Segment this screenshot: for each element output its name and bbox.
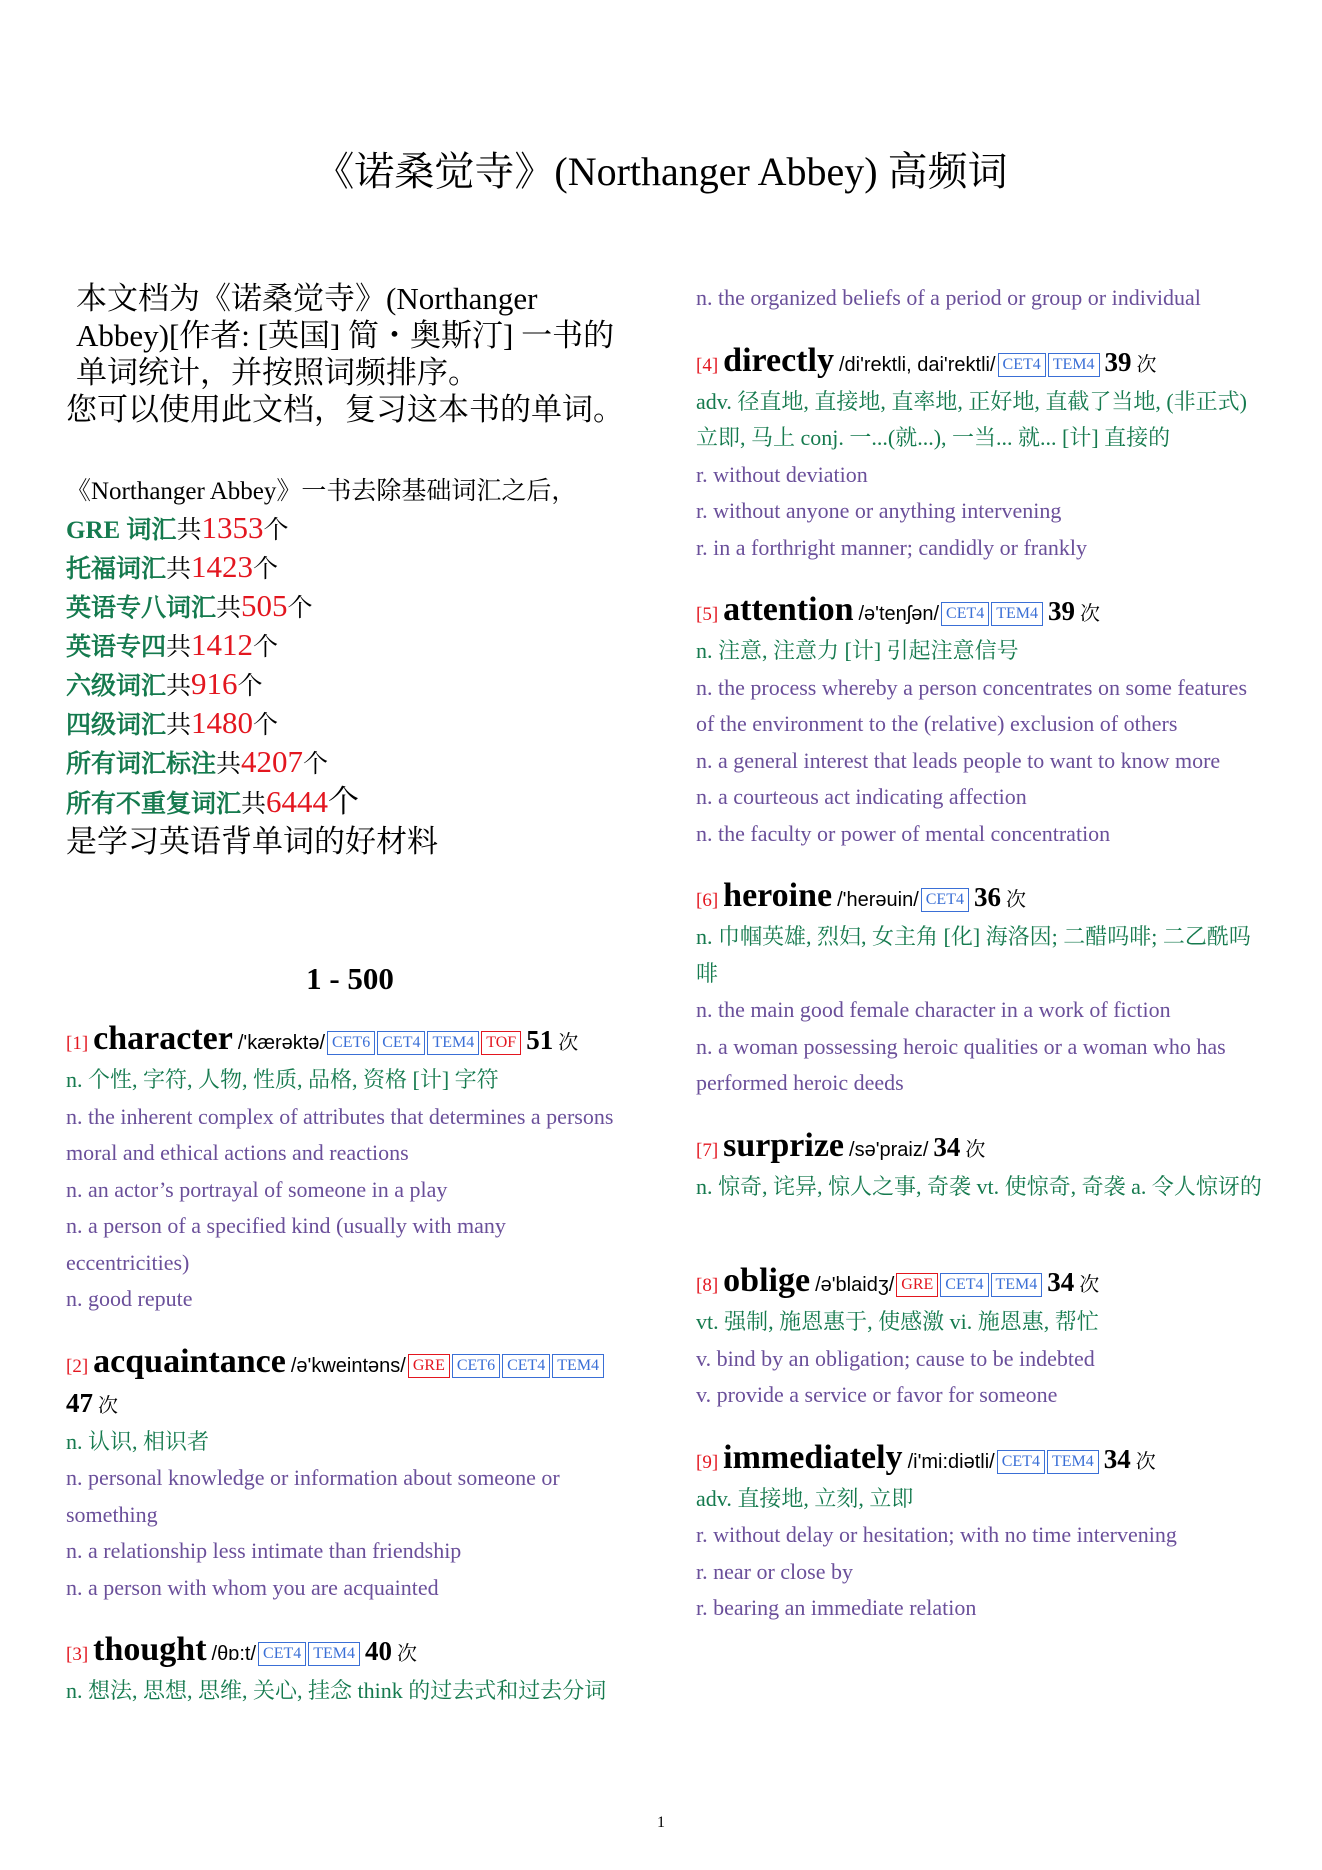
- definition-line: n. the faculty or power of mental concentration: [696, 820, 1111, 846]
- definition-line: r. without deviation: [696, 461, 868, 487]
- headword: surprize: [723, 1126, 845, 1164]
- definition-line: n. the process whereby a person concentrates on some features of the environment to the (relative) exclusion of others: [696, 674, 1248, 736]
- definition-line: r. without anyone or anything intervening: [696, 498, 1062, 523]
- definition-line: n. a woman possessing heroic qualities or a woman who has performed heroic deeds: [696, 1033, 1226, 1095]
- headword: heroine: [723, 877, 833, 914]
- entry-number: [6]: [696, 890, 719, 911]
- page-number: 1: [657, 1814, 665, 1831]
- word-entry: [696, 1128, 1266, 1206]
- definition-line: n. 惊奇, 诧异, 惊人之事, 奇袭 vt. 使惊奇, 奇袭 a. 令人惊讶的: [696, 1173, 1262, 1199]
- definition-line: n. the organized beliefs of a period or group or individual: [696, 285, 1201, 310]
- intro-paragraph-1: 本文档为《诺桑觉寺》(Northanger Abbey)[作者: [英国] 简・奥斯汀] 一书的单词统计，并按照词频排序。: [76, 281, 615, 390]
- word-entry: [696, 1440, 1266, 1627]
- word-entry: [696, 878, 1266, 1102]
- phonetic: /di'rektli, dai'rektli/: [838, 353, 996, 376]
- page-title: 《诺桑觉寺》(Northanger Abbey) 高频词: [314, 149, 1008, 194]
- word-entry: [696, 592, 1266, 852]
- exam-tag: TEM4: [991, 1273, 1043, 1297]
- definition-line: n. a relationship less intimate than friendship: [66, 1538, 462, 1563]
- frequency-count: 39: [1104, 346, 1132, 377]
- intro: [66, 280, 634, 428]
- frequency-count: 34: [933, 1131, 961, 1162]
- entry-number: [2]: [66, 1355, 89, 1377]
- frequency-unit: 次: [1079, 1274, 1100, 1296]
- entry-number: [7]: [696, 1139, 719, 1161]
- headword: immediately: [723, 1438, 903, 1476]
- headword: acquaintance: [93, 1342, 286, 1380]
- exam-tag: TEM4: [1048, 353, 1100, 377]
- frequency-unit: 次: [1135, 1450, 1156, 1473]
- definition-line: r. bearing an immediate relation: [696, 1595, 977, 1620]
- word-entry: [696, 1263, 1266, 1414]
- frequency-unit: 次: [1136, 353, 1157, 376]
- headword: thought: [93, 1631, 207, 1668]
- entry-number: [3]: [66, 1644, 89, 1665]
- stat-all: 所有词汇标注共4207个: [66, 744, 329, 779]
- stat-toefl: 托福词汇共1423个: [66, 549, 279, 584]
- headword: directly: [723, 341, 834, 379]
- exam-tag: CET4: [921, 888, 969, 912]
- entry-header: [696, 1440, 1266, 1481]
- definition-line: n. 认识, 相识者: [66, 1428, 210, 1454]
- entry-header: [66, 1021, 634, 1062]
- exam-tag: TEM4: [1047, 1450, 1099, 1474]
- frequency-unit: 次: [558, 1032, 579, 1054]
- stats-lead: 《Northanger Abbey》一书去除基础词汇之后，: [66, 478, 577, 505]
- entry-number: [1]: [66, 1033, 89, 1054]
- frequency-unit: 次: [1080, 603, 1101, 625]
- stat-unique: 所有不重复词汇共6444个: [66, 784, 360, 819]
- stat-cet4: 四级词汇共1480个: [66, 705, 279, 740]
- word-entry: [696, 343, 1266, 567]
- definition-line: adv. 直接地, 立刻, 立即: [696, 1485, 914, 1511]
- phonetic: /'kærəktə/: [237, 1032, 326, 1054]
- phonetic: /ə'tenʃən/: [858, 603, 940, 625]
- definition-line: n. a courteous act indicating affection: [696, 784, 1027, 809]
- frequency-count: 34: [1103, 1443, 1131, 1474]
- exam-tag: CET4: [502, 1354, 550, 1378]
- definition-line: n. an actor’s portrayal of someone in a play: [66, 1176, 448, 1202]
- entry-number: [4]: [696, 354, 719, 376]
- word-entry: [696, 280, 1266, 317]
- phonetic: /ə'blaidʒ/: [815, 1274, 895, 1296]
- definition-line: n. a general interest that leads people to want to know more: [696, 747, 1221, 773]
- frequency-unit: 次: [1005, 889, 1026, 911]
- definition-line: r. near or close by: [696, 1558, 853, 1584]
- stat-gong: 共: [176, 517, 202, 544]
- exam-tag: TEM4: [991, 602, 1043, 626]
- definition-line: n. the main good female character in a work of fiction: [696, 997, 1171, 1022]
- phonetic: /'herəuin/: [837, 889, 919, 911]
- definition-line: n. 巾帼英雄, 烈妇, 女主角 [化] 海洛因; 二醋吗啡; 二乙酰吗啡: [696, 924, 1251, 986]
- word-entry: [66, 1632, 634, 1710]
- frequency-count: 39: [1048, 596, 1076, 626]
- exam-tag: CET4: [377, 1031, 425, 1055]
- phonetic: /i'mi:diətli/: [907, 1450, 995, 1473]
- stat-ge: 个: [263, 517, 289, 544]
- exam-tag: CET6: [452, 1354, 500, 1378]
- definition-line: n. 注意, 注意力 [计] 引起注意信号: [696, 638, 1019, 663]
- definition-line: n. a person with whom you are acquainted: [66, 1574, 439, 1600]
- headword: attention: [723, 591, 854, 628]
- headword: character: [93, 1020, 233, 1057]
- stat-tem4: 英语专四共1412个: [66, 627, 279, 662]
- entry-list-left: [66, 1021, 634, 1710]
- frequency-count: 40: [365, 1636, 393, 1666]
- phonetic: /ə'kweintəns/: [290, 1354, 406, 1377]
- entry-header: [696, 343, 1266, 384]
- definition-line: r. in a forthright manner; candidly or frankly: [696, 534, 1087, 560]
- exam-tag: TEM4: [308, 1642, 360, 1666]
- exam-tag: CET4: [998, 353, 1046, 377]
- exam-tag: TEM4: [552, 1354, 604, 1378]
- entry-header: [66, 1632, 634, 1673]
- exam-tag: TOF: [481, 1031, 521, 1055]
- vocab-stats: [66, 474, 634, 861]
- entry-header: [696, 1263, 1266, 1304]
- right-column: [696, 280, 1266, 1653]
- entry-number: [8]: [696, 1275, 719, 1296]
- definition-line: n. the inherent complex of attributes that determines a persons moral and ethical actions and reactions: [66, 1103, 614, 1165]
- definition-line: n. 想法, 思想, 思维, 关心, 挂念 think 的过去式和过去分词: [66, 1678, 607, 1703]
- entry-header: [696, 592, 1266, 633]
- exam-tag: TEM4: [427, 1031, 479, 1055]
- headword: oblige: [723, 1262, 811, 1299]
- frequency-unit: 次: [98, 1394, 118, 1417]
- stat-gre: GRE 词汇共1353个: [66, 510, 289, 545]
- range-heading: 1 - 500: [306, 961, 394, 996]
- exam-tag: GRE: [896, 1273, 938, 1297]
- exam-tag: CET4: [941, 602, 989, 626]
- definition-line: n. 个性, 字符, 人物, 性质, 品格, 资格 [计] 字符: [66, 1067, 499, 1092]
- definition-line: n. a person of a specified kind (usually with many eccentricities): [66, 1213, 506, 1275]
- frequency-count: 47: [66, 1387, 93, 1418]
- stat-tem8: 英语专八词汇共505个: [66, 588, 313, 623]
- definition-line: adv. 径直地, 直接地, 直率地, 正好地, 直截了当地, (非正式) 立即, 马上 conj. 一...(就...), 一当... 就... [计] 直接的: [696, 388, 1247, 450]
- frequency-count: 36: [973, 882, 1001, 912]
- entry-header: [696, 878, 1266, 919]
- exam-tag: GRE: [408, 1354, 450, 1378]
- frequency-unit: 次: [965, 1138, 986, 1161]
- definition-line: v. provide a service or favor for someone: [696, 1382, 1058, 1407]
- word-entry: [66, 1344, 634, 1607]
- stat-cet6: 六级词汇共916个: [66, 666, 263, 701]
- phonetic: /sə'praiz/: [849, 1138, 929, 1161]
- left-column: [66, 280, 634, 1736]
- entry-list-right: [696, 280, 1266, 1627]
- entry-header: [696, 1128, 1266, 1169]
- frequency-unit: 次: [397, 1643, 418, 1665]
- exam-tag: CET4: [258, 1642, 306, 1666]
- exam-tag: CET4: [997, 1450, 1045, 1474]
- frequency-count: 51: [526, 1025, 554, 1055]
- entry-number: [9]: [696, 1451, 719, 1473]
- definition-line: r. without delay or hesitation; with no time intervening: [696, 1522, 1177, 1547]
- entry-header: [66, 1344, 634, 1424]
- intro-paragraph-2: 您可以使用此文档，复习这本书的单词。: [66, 392, 624, 427]
- exam-tag: CET4: [940, 1273, 988, 1297]
- definition-line: v. bind by an obligation; cause to be indebted: [696, 1345, 1095, 1371]
- definition-line: n. good repute: [66, 1286, 193, 1311]
- frequency-count: 34: [1047, 1267, 1075, 1297]
- stats-closing: 是学习英语背单词的好材料: [66, 824, 438, 859]
- entry-number: [5]: [696, 604, 719, 625]
- phonetic: /θɒ:t/: [211, 1643, 257, 1665]
- definition-line: n. personal knowledge or information about someone or something: [66, 1465, 560, 1527]
- word-entry: [66, 1021, 634, 1318]
- definition-line: vt. 强制, 施恩惠于, 使感激 vi. 施恩惠, 帮忙: [696, 1309, 1099, 1334]
- exam-tag: CET6: [327, 1031, 375, 1055]
